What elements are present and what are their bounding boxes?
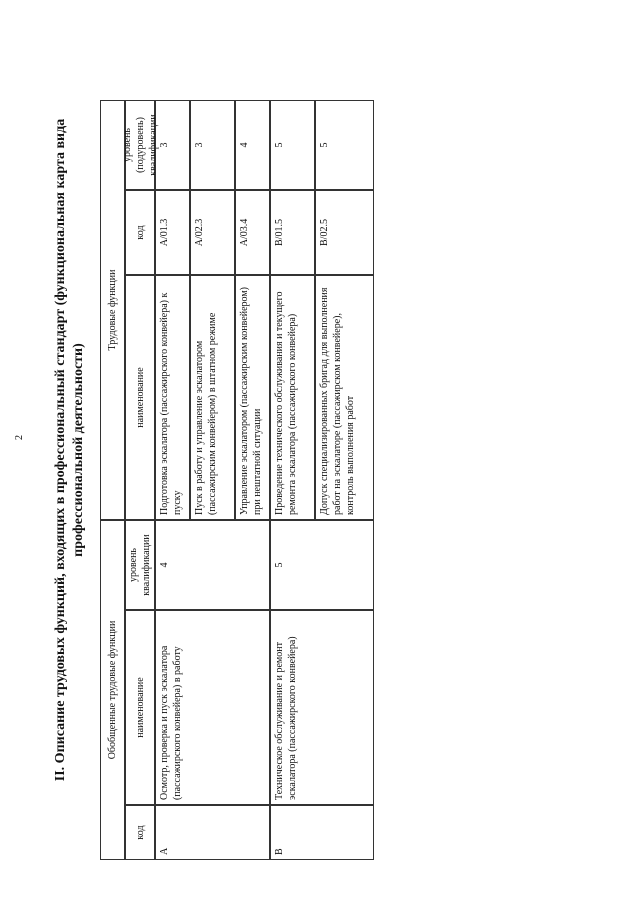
section-title bbox=[40, 30, 100, 870]
page-number: 2 bbox=[14, 435, 25, 440]
tf-a02-level: 3 bbox=[190, 100, 235, 190]
tf-b02-code: B/02.5 bbox=[315, 190, 374, 275]
header-code: код bbox=[125, 805, 155, 860]
tf-a02-code: A/02.3 bbox=[190, 190, 235, 275]
tf-a03-code: A/03.4 bbox=[235, 190, 270, 275]
section-title-line-1: II. Описание трудовых функций, входящих в профессиональный стандарт (функциональная карта вида bbox=[53, 118, 68, 782]
tf-b02-level: 5 bbox=[315, 100, 374, 190]
header-qualification-level: уровень квалификации bbox=[125, 520, 155, 610]
functional-map-table bbox=[100, 20, 374, 860]
gf-b-name: Техническое обслуживание и ремонт эскалатора (пассажирского конвейера) bbox=[270, 610, 374, 805]
gf-b-code: B bbox=[270, 805, 374, 860]
section-title-line-2: профессиональной деятельности) bbox=[71, 343, 86, 557]
tf-a01-name: Подготовка эскалатора (пассажирского конвейера) к пуску bbox=[155, 275, 190, 520]
tf-b01-code: B/01.5 bbox=[270, 190, 315, 275]
header-name: наименование bbox=[125, 610, 155, 805]
tf-a03-level: 4 bbox=[235, 100, 270, 190]
tf-b02-name: Допуск специализированных бригад для выполнения работ на эскалаторе (пассажирском конвейере), контроль выполнения работ bbox=[315, 275, 374, 520]
gf-a-level: 4 bbox=[155, 520, 270, 610]
header-qualification-sublevel: уровень (подуровень) квалификации bbox=[125, 100, 155, 190]
gf-a-code: A bbox=[155, 805, 270, 860]
tf-a03-name: Управление эскалатором (пассажирским конвейером) при нештатной ситуации bbox=[235, 275, 270, 520]
header-generalized-functions: Обобщенные трудовые функции bbox=[100, 520, 125, 860]
header-function-name: наименование bbox=[125, 275, 155, 520]
rotated-page-content bbox=[40, 30, 620, 870]
tf-a02-name: Пуск в работу и управление эскалатором (пассажирским конвейером) в штатном режиме bbox=[190, 275, 235, 520]
header-function-code: код bbox=[125, 190, 155, 275]
tf-a01-level: 3 bbox=[155, 100, 190, 190]
tf-b01-level: 5 bbox=[270, 100, 315, 190]
tf-a01-code: A/01.3 bbox=[155, 190, 190, 275]
gf-a-name: Осмотр, проверка и пуск эскалатора (пассажирского конвейера) в работу bbox=[155, 610, 270, 805]
header-labor-functions: Трудовые функции bbox=[100, 100, 125, 520]
tf-b01-name: Проведение технического обслуживания и текущего ремонта эскалатора (пассажирского конвейера) bbox=[270, 275, 315, 520]
gf-b-level: 5 bbox=[270, 520, 374, 610]
